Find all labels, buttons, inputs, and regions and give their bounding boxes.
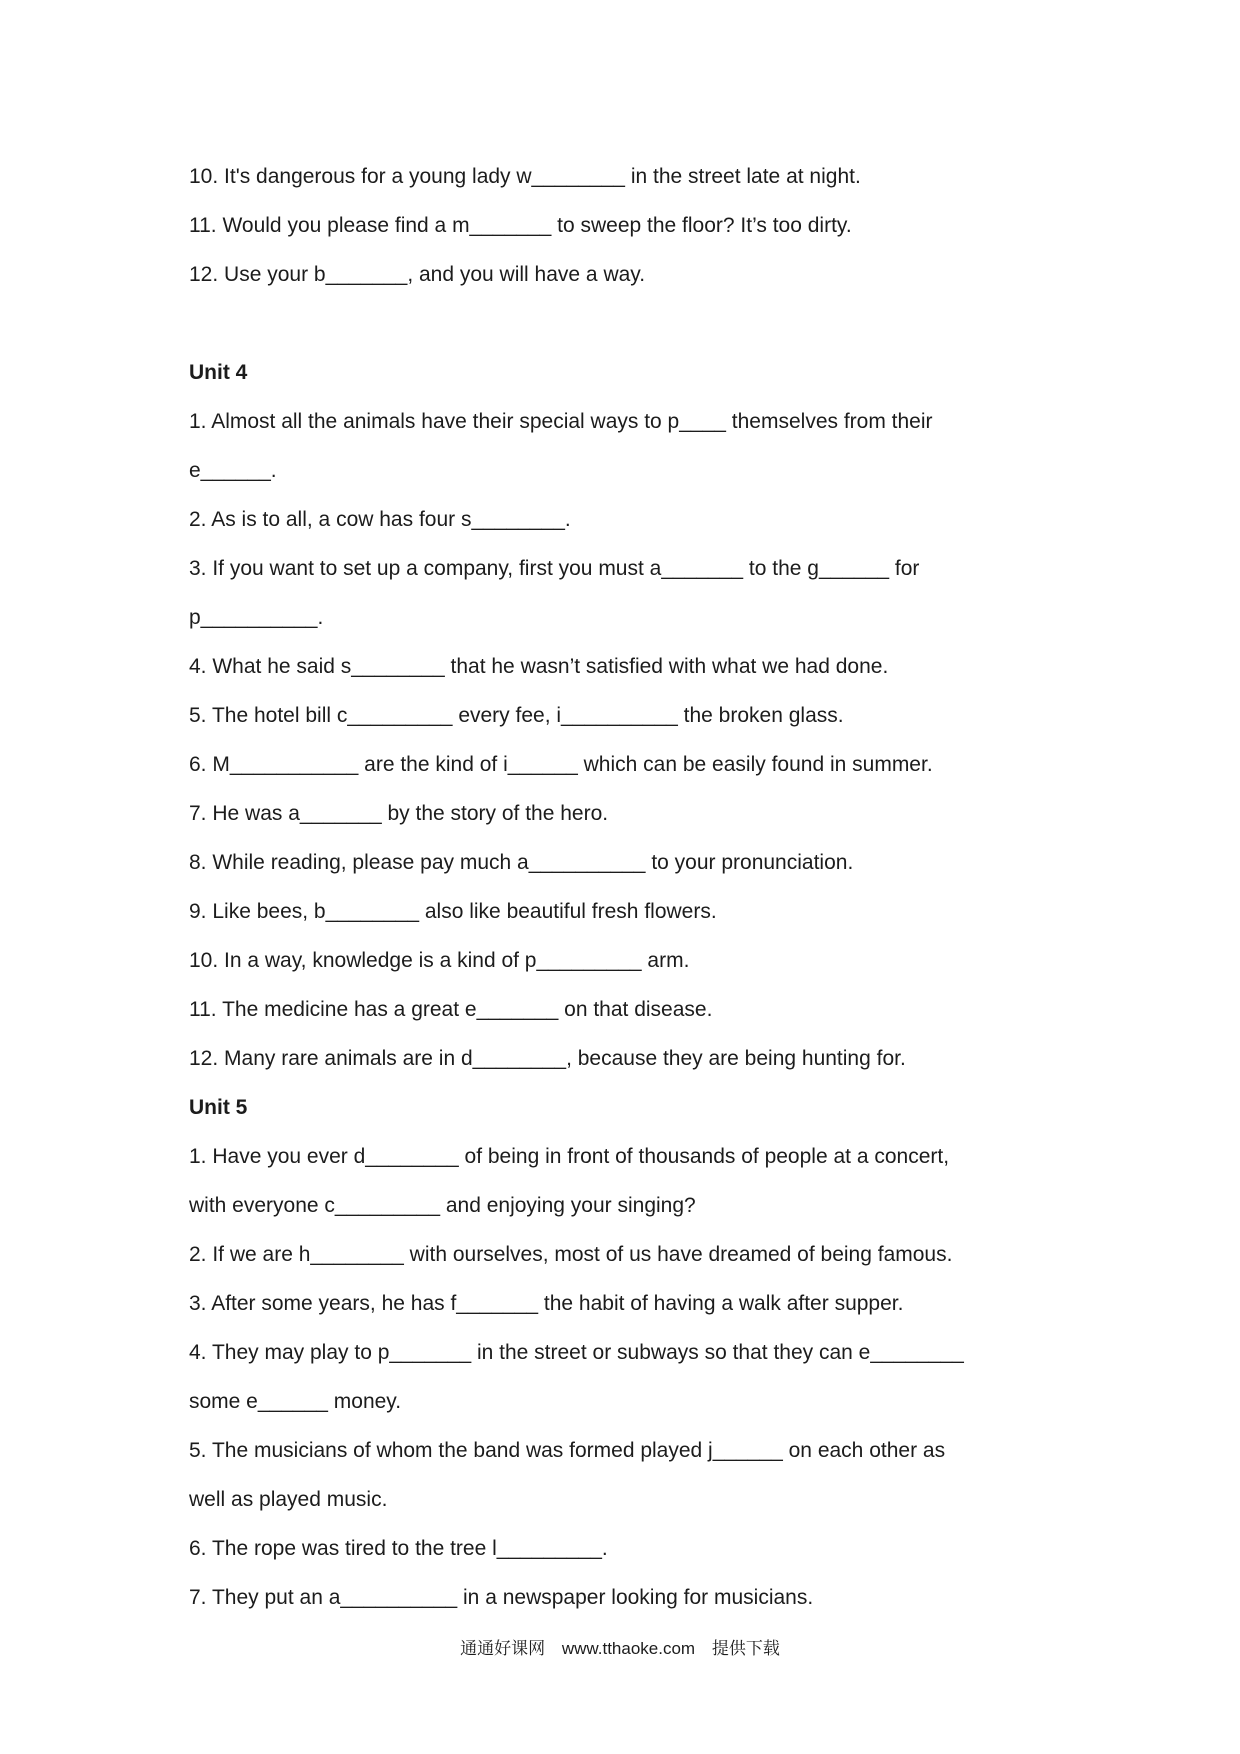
item-line: 7. They put an a__________ in a newspaper looking for musicians. [189,1586,814,1609]
item-line: 4. What he said s________ that he wasn’t satisfied with what we had done. [189,655,889,678]
item-line: 2. If we are h________ with ourselves, most of us have dreamed of being famous. [189,1243,953,1266]
exercise-item [189,1279,1199,1328]
footer-note: 提供下载 [711,1639,780,1658]
item-line: 3. If you want to set up a company, first you must a_______ to the g______ for [189,557,920,580]
exercise-item [189,152,1199,201]
item-line: 5. The hotel bill c_________ every fee, i__________ the broken glass. [189,704,844,727]
item-line: 3. After some years, he has f_______ the habit of having a walk after supper. [189,1292,904,1315]
item-line-continued: e______. [189,459,277,482]
page-footer [0,1636,1240,1662]
exercise-item [189,936,1199,985]
footer-url: www.tthaoke.com [561,1639,696,1658]
spacer [189,299,1199,348]
exercise-item [189,691,1199,740]
exercise-item [189,201,1199,250]
item-line: 11. The medicine has a great e_______ on that disease. [189,998,713,1021]
item-line: 6. M___________ are the kind of i______ which can be easily found in summer. [189,753,933,776]
exercise-item [189,985,1199,1034]
item-line: 6. The rope was tired to the tree l_________. [189,1537,608,1560]
item-line: 10. It's dangerous for a young lady w________ in the street late at night. [189,165,861,188]
exercise-item [189,495,1199,544]
worksheet-content [189,152,1199,1622]
item-line: 7. He was a_______ by the story of the hero. [189,802,609,825]
item-line-continued: well as played music. [189,1488,388,1511]
item-line: 1. Have you ever d________ of being in front of thousands of people at a concert, [189,1145,950,1168]
item-line-continued: with everyone c_________ and enjoying your singing? [189,1194,696,1217]
exercise-item [189,1573,1199,1622]
item-line: 1. Almost all the animals have their special ways to p____ themselves from their [189,410,933,433]
item-line: 11. Would you please find a m_______ to sweep the floor? It’s too dirty. [189,214,852,237]
exercise-item [189,1328,1199,1426]
exercise-item [189,1426,1199,1524]
item-line: 4. They may play to p_______ in the street or subways so that they can e________ [189,1341,964,1364]
unit-heading: Unit 5 [189,1096,248,1119]
exercise-item [189,1132,1199,1230]
item-line: 12. Use your b_______, and you will have a way. [189,263,646,286]
exercise-item [189,887,1199,936]
item-line: 5. The musicians of whom the band was formed played j______ on each other as [189,1439,946,1462]
item-line-continued: some e______ money. [189,1390,402,1413]
item-line: 2. As is to all, a cow has four s________. [189,508,571,531]
item-line: 10. In a way, knowledge is a kind of p_________ arm. [189,949,690,972]
footer-site-name: 通通好课网 [460,1639,546,1658]
item-line: 9. Like bees, b________ also like beautiful fresh flowers. [189,900,717,923]
item-line-continued: p__________. [189,606,324,629]
item-line: 12. Many rare animals are in d________, because they are being hunting for. [189,1047,906,1070]
exercise-item [189,642,1199,691]
exercise-item [189,789,1199,838]
item-line: 8. While reading, please pay much a__________ to your pronunciation. [189,851,854,874]
exercise-item [189,838,1199,887]
exercise-item [189,1230,1199,1279]
exercise-item [189,250,1199,299]
exercise-item [189,544,1199,642]
exercise-item [189,740,1199,789]
unit-heading: Unit 4 [189,361,248,384]
exercise-item [189,1524,1199,1573]
exercise-item [189,1034,1199,1083]
exercise-item [189,397,1199,495]
